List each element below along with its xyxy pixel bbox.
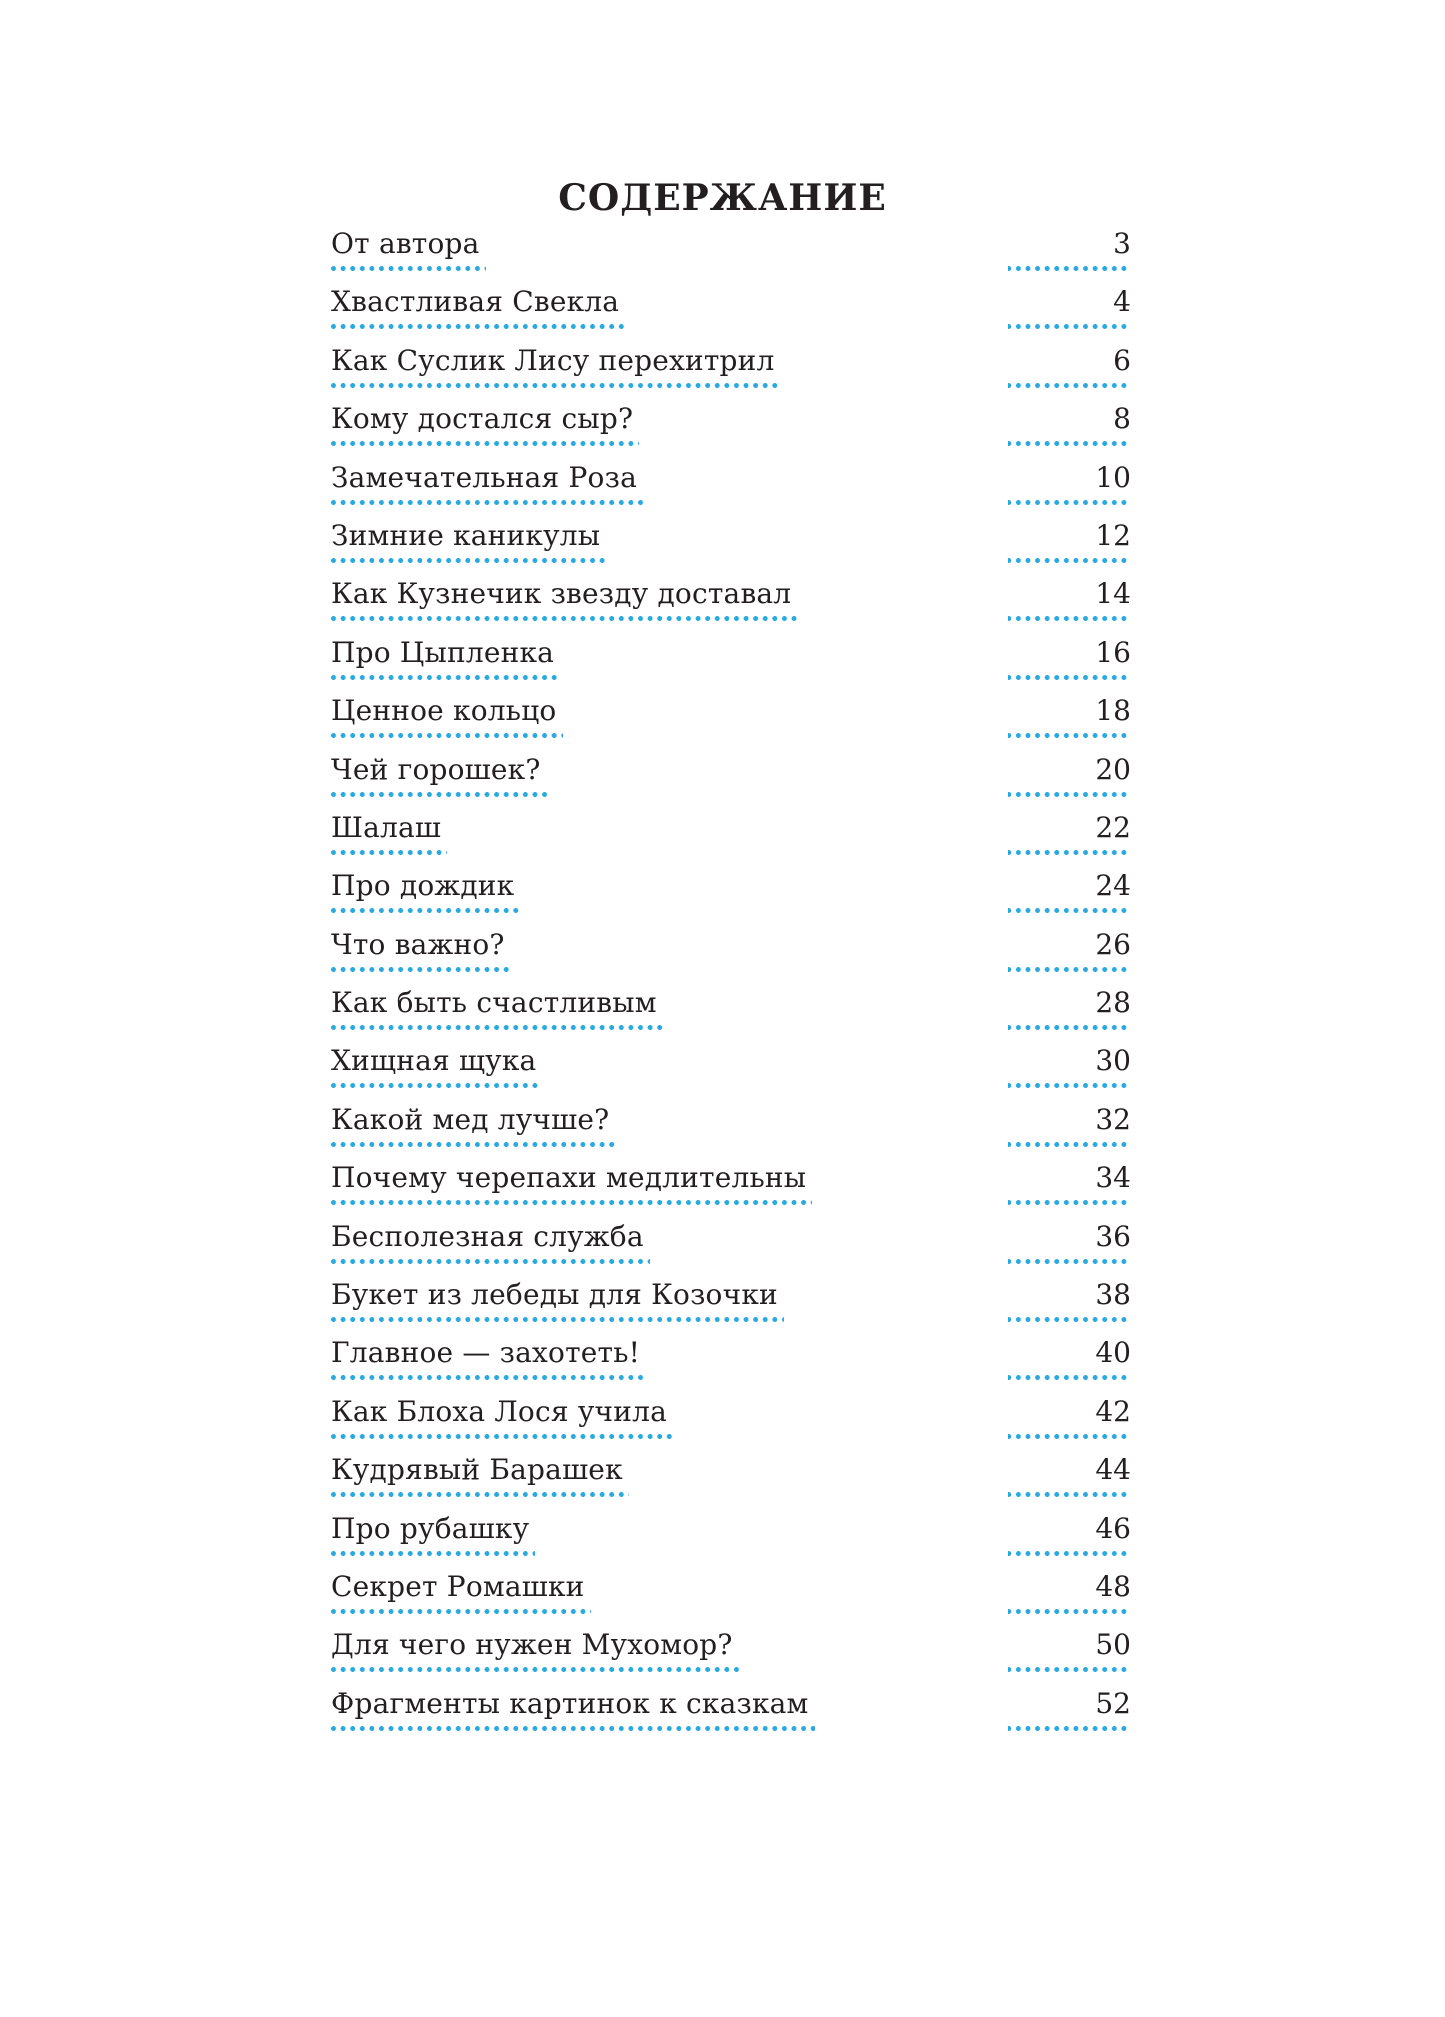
toc-entry[interactable] [331, 400, 1131, 458]
toc-entry-page-number: 42 [1095, 1394, 1131, 1428]
dotted-underline [331, 733, 563, 738]
table-of-contents [331, 225, 1131, 1743]
toc-entry-page-number: 48 [1095, 1569, 1131, 1603]
dotted-underline [331, 616, 797, 621]
toc-entry-page-group [1006, 283, 1131, 329]
toc-entry-page-group [1006, 459, 1131, 505]
dotted-underline [331, 1667, 739, 1672]
toc-entry-title-group [331, 1510, 535, 1556]
toc-entry-page-number: 30 [1095, 1044, 1131, 1078]
toc-entry-title: Как Суслик Лису перехитрил [331, 343, 775, 377]
toc-entry-title-group [331, 984, 663, 1030]
dotted-underline [1008, 1317, 1131, 1322]
dotted-underline [331, 675, 560, 680]
toc-entry[interactable] [331, 575, 1131, 633]
toc-entry-page-group [1006, 342, 1131, 388]
toc-entry-title: Бесполезная служба [331, 1219, 644, 1253]
toc-entry-title-group [331, 1159, 812, 1205]
dotted-underline [1008, 1551, 1131, 1556]
dotted-underline [331, 1726, 815, 1731]
dotted-underline [1008, 908, 1131, 913]
toc-entry-page-group [1006, 1159, 1131, 1205]
toc-entry-title: Про рубашку [331, 1511, 530, 1545]
toc-entry[interactable] [331, 1626, 1131, 1684]
toc-entry-page-group [1006, 1510, 1131, 1556]
toc-entry-page-number: 22 [1095, 810, 1131, 844]
toc-entry[interactable] [331, 1568, 1131, 1626]
toc-entry-title: Главное — захотеть! [331, 1336, 641, 1370]
toc-entry-page-group [1006, 809, 1131, 855]
toc-entry-title-group [331, 1685, 815, 1731]
toc-entry[interactable] [331, 926, 1131, 984]
toc-entry-page-number: 26 [1095, 927, 1131, 961]
toc-entry-page-group [1006, 1276, 1131, 1322]
toc-entry-page-group [1006, 225, 1131, 271]
dotted-underline [1008, 1375, 1131, 1380]
toc-entry-page-number: 44 [1095, 1453, 1131, 1487]
dotted-underline [1008, 675, 1131, 680]
toc-entry-page-number: 12 [1095, 518, 1131, 552]
toc-entry[interactable] [331, 984, 1131, 1042]
dotted-underline [331, 792, 547, 797]
dotted-underline [1008, 1726, 1131, 1731]
toc-entry-title-group [331, 692, 563, 738]
toc-entry-page-number: 16 [1095, 635, 1131, 669]
toc-entry-title-group [331, 575, 797, 621]
toc-entry-title: Фрагменты картинок к сказкам [331, 1686, 809, 1720]
dotted-underline [331, 967, 511, 972]
dotted-underline [331, 1551, 535, 1556]
toc-entry[interactable] [331, 1159, 1131, 1217]
dotted-underline [1008, 733, 1131, 738]
toc-entry-page-number: 18 [1095, 694, 1131, 728]
toc-entry-title-group [331, 459, 643, 505]
toc-entry[interactable] [331, 1334, 1131, 1392]
toc-entry-page-group [1006, 867, 1131, 913]
toc-entry-title-group [331, 809, 447, 855]
dotted-underline [331, 1259, 650, 1264]
dotted-underline [331, 324, 625, 329]
toc-entry-title: Хвастливая Свекла [331, 285, 620, 319]
toc-entry-title: От автора [331, 227, 480, 260]
toc-entry-title-group [331, 400, 639, 446]
dotted-underline [331, 1492, 629, 1497]
toc-entry-title-group [331, 1218, 650, 1264]
toc-entry-title: Букет из лебеды для Козочки [331, 1278, 778, 1312]
dotted-underline [1008, 324, 1131, 329]
toc-entry-title-group [331, 867, 520, 913]
dotted-underline [331, 1609, 591, 1614]
toc-entry-title: Про дождик [331, 869, 515, 903]
toc-entry[interactable] [331, 459, 1131, 517]
toc-entry[interactable] [331, 1393, 1131, 1451]
dotted-underline [1008, 1667, 1131, 1672]
toc-entry-title: Почему черепахи медлительны [331, 1161, 807, 1195]
dotted-underline [331, 1317, 784, 1322]
dotted-underline [331, 500, 643, 505]
dotted-underline [1008, 1259, 1131, 1264]
toc-entry-title-group [331, 751, 547, 797]
dotted-underline [331, 1375, 646, 1380]
toc-entry-page-number: 28 [1095, 986, 1131, 1020]
dotted-underline [1008, 500, 1131, 505]
toc-entry-page-number: 32 [1095, 1102, 1131, 1136]
toc-entry-page-number: 24 [1095, 869, 1131, 903]
toc-entry[interactable] [331, 1685, 1131, 1743]
dotted-underline [331, 383, 781, 388]
toc-entry[interactable] [331, 1276, 1131, 1334]
toc-entry-title-group [331, 225, 486, 271]
dotted-underline [1008, 1609, 1131, 1614]
dotted-underline [1008, 1200, 1131, 1205]
toc-entry[interactable] [331, 809, 1131, 867]
toc-entry-title-group [331, 1334, 646, 1380]
dotted-underline [331, 558, 606, 563]
toc-entry[interactable] [331, 1218, 1131, 1276]
toc-entry-title: Для чего нужен Мухомор? [331, 1628, 733, 1662]
dotted-underline [331, 1200, 812, 1205]
dotted-underline [1008, 1492, 1131, 1497]
dotted-underline [331, 1142, 615, 1147]
toc-entry-page-group [1006, 1393, 1131, 1439]
toc-entry-title: Как Кузнечик звезду доставал [331, 577, 792, 611]
toc-entry-title-group [331, 342, 781, 388]
toc-entry-title: Чей горошек? [331, 752, 541, 786]
toc-entry-page-number: 34 [1095, 1161, 1131, 1195]
toc-entry-page-group [1006, 1568, 1131, 1614]
toc-entry-page-group [1006, 634, 1131, 680]
toc-entry-title-group [331, 1393, 673, 1439]
dotted-underline [1008, 383, 1131, 388]
dotted-underline [331, 850, 447, 855]
toc-entry-title: Шалаш [331, 810, 442, 844]
dotted-underline [1008, 850, 1131, 855]
toc-entry-title-group [331, 634, 560, 680]
toc-entry-title-group [331, 283, 625, 329]
toc-entry[interactable] [331, 283, 1131, 341]
toc-entry-title-group [331, 1568, 591, 1614]
toc-entry-page-group [1006, 1685, 1131, 1731]
toc-entry-page-group [1006, 984, 1131, 1030]
toc-entry-page-group [1006, 1042, 1131, 1088]
toc-entry-page-number: 14 [1095, 577, 1131, 611]
toc-entry-title-group [331, 517, 606, 563]
toc-entry-page-number: 52 [1095, 1686, 1131, 1720]
toc-entry[interactable] [331, 1042, 1131, 1100]
toc-entry[interactable] [331, 1451, 1131, 1509]
toc-entry-title: Как Блоха Лося учила [331, 1394, 667, 1428]
toc-entry-title-group [331, 1451, 629, 1497]
toc-entry-page-number: 50 [1095, 1628, 1131, 1662]
dotted-underline [331, 266, 486, 271]
toc-entry-title: Ценное кольцо [331, 694, 557, 728]
toc-entry[interactable] [331, 517, 1131, 575]
toc-entry-title-group [331, 1626, 739, 1672]
toc-entry-page-number: 40 [1095, 1336, 1131, 1370]
page-title: СОДЕРЖАНИЕ [558, 177, 887, 220]
toc-entry-title: Кудрявый Барашек [331, 1453, 623, 1487]
toc-entry[interactable] [331, 342, 1131, 400]
toc-entry-page-group [1006, 926, 1131, 972]
toc-entry[interactable] [331, 692, 1131, 750]
dotted-underline [1008, 1025, 1131, 1030]
toc-entry-page-group [1006, 517, 1131, 563]
dotted-underline [1008, 616, 1131, 621]
toc-entry[interactable] [331, 751, 1131, 809]
toc-entry[interactable] [331, 1510, 1131, 1568]
toc-entry-page-group [1006, 400, 1131, 446]
toc-entry[interactable] [331, 634, 1131, 692]
toc-entry-title: Про Цыпленка [331, 635, 555, 669]
dotted-underline [1008, 266, 1131, 271]
dotted-underline [1008, 1142, 1131, 1147]
toc-entry-title-group [331, 926, 511, 972]
toc-entry-title: Что важно? [331, 927, 505, 961]
toc-entry-title: Кому достался сыр? [331, 402, 634, 436]
toc-entry-page-group [1006, 1451, 1131, 1497]
toc-entry-page-group [1006, 692, 1131, 738]
toc-entry-title-group [331, 1101, 615, 1147]
toc-entry-title: Замечательная Роза [331, 460, 637, 494]
dotted-underline [1008, 441, 1131, 446]
toc-entry[interactable] [331, 867, 1131, 925]
toc-entry-page-number: 38 [1095, 1278, 1131, 1312]
toc-entry-page-number: 10 [1095, 460, 1131, 494]
toc-entry-title: Как быть счастливым [331, 986, 657, 1020]
toc-entry-title: Секрет Ромашки [331, 1569, 585, 1603]
dotted-underline [331, 1025, 663, 1030]
dotted-underline [331, 1083, 542, 1088]
toc-entry-page-group [1006, 1218, 1131, 1264]
toc-entry-page-group [1006, 575, 1131, 621]
dotted-underline [331, 441, 639, 446]
toc-entry-page-group [1006, 1626, 1131, 1672]
dotted-underline [1008, 1083, 1131, 1088]
toc-entry-page-number: 20 [1095, 752, 1131, 786]
toc-entry-title: Какой мед лучше? [331, 1102, 610, 1136]
dotted-underline [1008, 967, 1131, 972]
toc-entry-title-group [331, 1276, 784, 1322]
dotted-underline [331, 908, 520, 913]
dotted-underline [1008, 1434, 1131, 1439]
dotted-underline [1008, 558, 1131, 563]
toc-entry[interactable] [331, 225, 1131, 283]
toc-entry-page-group [1006, 1101, 1131, 1147]
toc-entry-page-group [1006, 1334, 1131, 1380]
toc-entry-page-number: 46 [1095, 1511, 1131, 1545]
toc-entry[interactable] [331, 1101, 1131, 1159]
toc-entry-page-number: 6 [1113, 343, 1131, 377]
toc-entry-page-number: 4 [1113, 285, 1131, 319]
dotted-underline [331, 1434, 673, 1439]
toc-entry-page-number: 3 [1113, 227, 1131, 260]
toc-entry-page-group [1006, 751, 1131, 797]
toc-entry-title: Зимние каникулы [331, 518, 601, 552]
toc-entry-page-number: 36 [1095, 1219, 1131, 1253]
dotted-underline [1008, 792, 1131, 797]
toc-entry-title-group [331, 1042, 542, 1088]
toc-entry-title: Хищная щука [331, 1044, 537, 1078]
toc-entry-page-number: 8 [1113, 402, 1131, 436]
